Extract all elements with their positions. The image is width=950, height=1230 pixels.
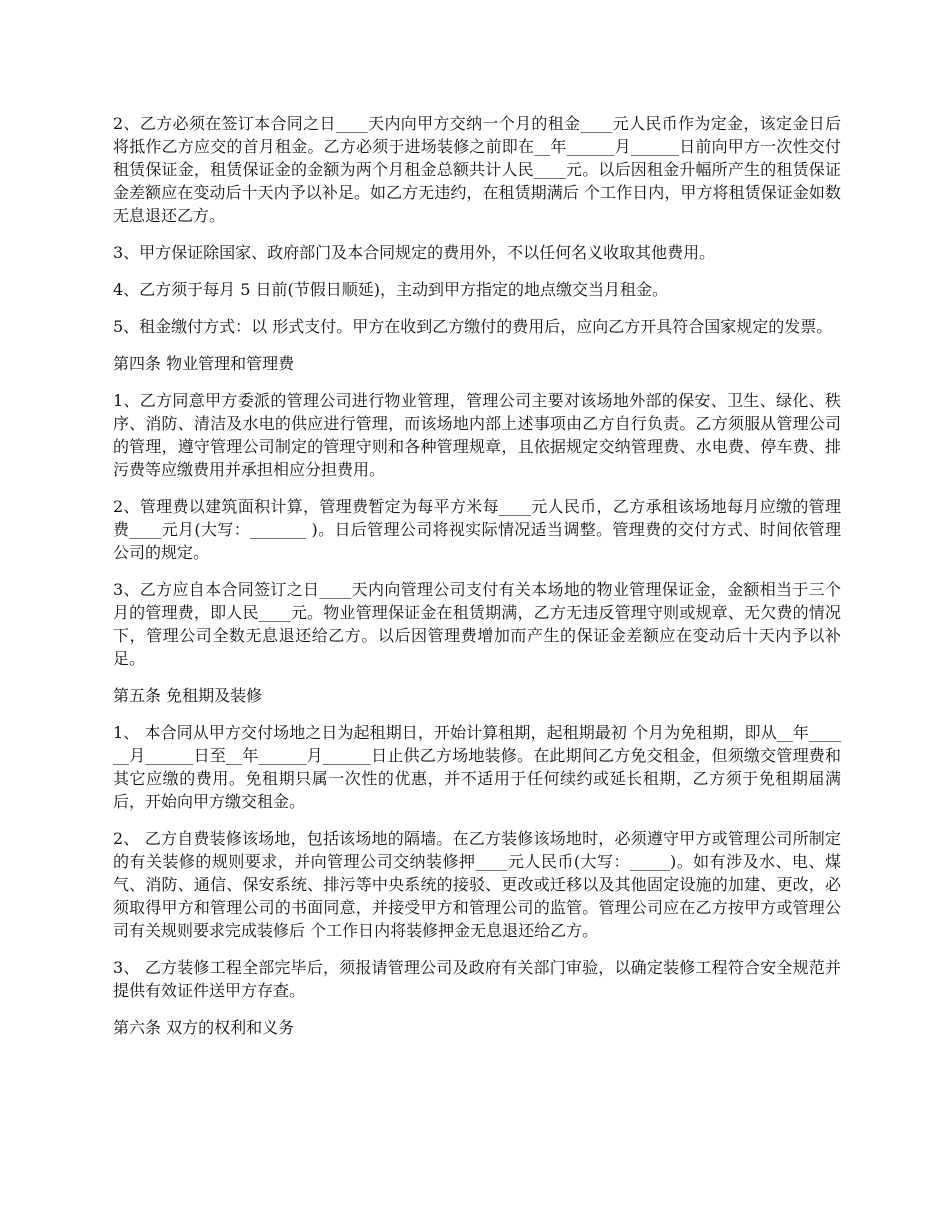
clause-3-item-4-rent-due: 4、乙方须于每月 5 日前(节假日顺延)，主动到甲方指定的地点缴交当月租金。 bbox=[113, 280, 669, 299]
clause-4-item-1-property-management: 1、乙方同意甲方委派的管理公司进行物业管理，管理公司主要对该场地外部的保安、卫生、绿化、秩序、消防、清洁及水电的供应进行管理，而该场地内部上述事项由乙方自行负责。乙方须服从管理公司的管理，遵守管理公司制定的管理守则和各种管理规章，且依据规定交纳管理费、水电费、停车费、排污费等应缴费用并承担相应分担费用。 bbox=[113, 391, 841, 479]
clause-5-item-2-renovation: 2、 乙方自费装修该场地，包括该场地的隔墙。在乙方装修该场地时，必须遵守甲方或管理公司所制定的有关装修的规则要求，并向管理公司交纳装修押____元人民币(大写：_____)。如有涉及水、电、煤气、消防、通信、保安系统、排污等中央系统的接驳、更改或迁移以及其他固定设施的加建、更改，必须取得甲方和管理公司的书面同意，并接受甲方和管理公司的监管。管理公司应在乙方按甲方或管理公司有关规则要求完成装修后 个工作日内将装修押金无息退还给乙方。 bbox=[113, 829, 841, 940]
section-heading-article-5: 第五条 免租期及装修 bbox=[113, 686, 263, 705]
clause-3-item-5-payment-method: 5、租金缴付方式：以 形式支付。甲方在收到乙方缴付的费用后，应向乙方开具符合国家规定的发票。 bbox=[113, 317, 833, 336]
section-heading-article-6: 第六条 双方的权利和义务 bbox=[113, 1018, 295, 1037]
document-page bbox=[113, 112, 841, 1053]
clause-4-item-2-management-fee: 2、管理费以建筑面积计算，管理费暂定为每平方米每____元人民币，乙方承租该场地每月应缴的管理费____元月(大写：_______ )。日后管理公司将视实际情况适当调整。管理费的交付方式、时间依管理公司的规定。 bbox=[113, 497, 841, 562]
clause-3-item-2-deposit: 2、乙方必须在签订本合同之日____天内向甲方交纳一个月的租金____元人民币作为定金，该定金日后将抵作乙方应交的首月租金。乙方必须于进场装修之前即在__年______月______日前向甲方一次性交付租赁保证金，租赁保证金的金额为两个月租金总额共计人民____元。以后因租金升幅所产生的租赁保证金差额应在变动后十天内予以补足。如乙方无违约，在租赁期满后 个工作日内，甲方将租赁保证金如数无息退还乙方。 bbox=[113, 114, 841, 225]
clause-5-item-1-rent-free-period: 1、 本合同从甲方交付场地之日为起租期日，开始计算租期，起租期最初 个月为免租期，即从__年______月______日至__年______月______日止供乙方场地装修。在此期间乙方免交租金，但须缴交管理费和其它应缴的费用。免租期只属一次性的优惠，并不适用于任何续约或延长租期，乙方须于免租期届满后，开始向甲方缴交租金。 bbox=[113, 723, 841, 811]
clause-3-item-3-fees: 3、甲方保证除国家、政府部门及本合同规定的费用外，不以任何名义收取其他费用。 bbox=[113, 243, 716, 262]
clause-5-item-3-inspection: 3、 乙方装修工程全部完毕后，须报请管理公司及政府有关部门审验，以确定装修工程符合安全规范并提供有效证件送甲方存查。 bbox=[113, 958, 841, 1000]
section-heading-article-4: 第四条 物业管理和管理费 bbox=[113, 354, 295, 373]
clause-4-item-3-management-deposit: 3、乙方应自本合同签订之日____天内向管理公司支付有关本场地的物业管理保证金，金额相当于三个月的管理费，即人民____元。物业管理保证金在租赁期满，乙方无违反管理守则或规章、无欠费的情况下，管理公司全数无息退还给乙方。以后因管理费增加而产生的保证金差额应在变动后十天内予以补足。 bbox=[113, 580, 841, 668]
